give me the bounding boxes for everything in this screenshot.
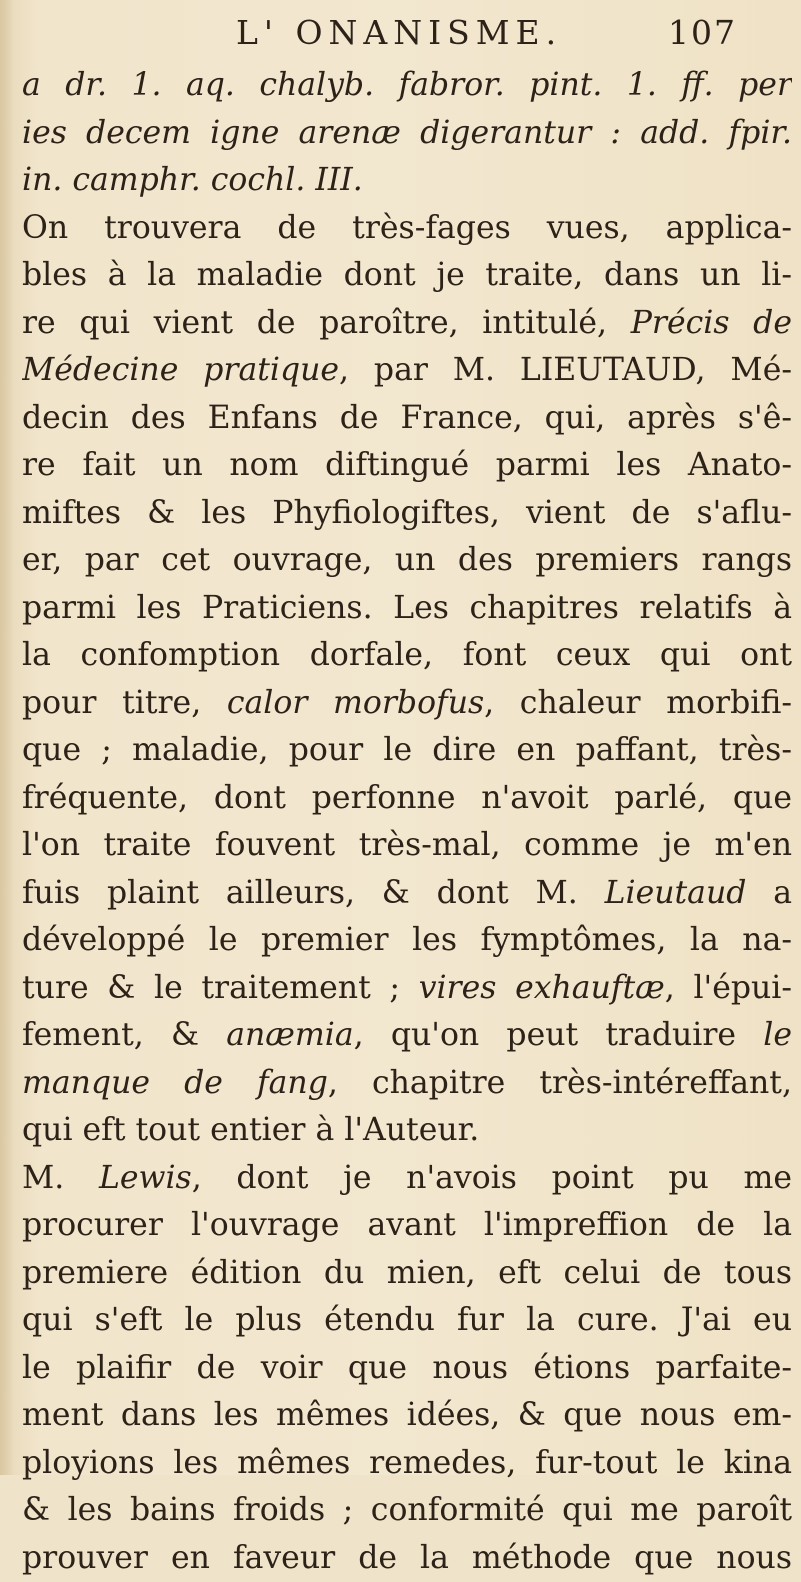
text-segment: a	[746, 875, 792, 911]
text-line	[22, 1202, 792, 1250]
text-line	[22, 442, 792, 490]
text-line	[22, 490, 792, 538]
text-line	[22, 727, 792, 775]
page-header	[0, 8, 801, 58]
text-line	[22, 965, 792, 1013]
italic-segment: calor morbofus	[227, 685, 484, 721]
text-line	[22, 585, 792, 633]
text-segment: premiere édition du mien, eft celui de tous	[22, 1255, 792, 1291]
text-segment: parmi les Praticiens. Les chapitres relatifs à	[22, 590, 792, 626]
text-segment: , dont je n'avois point pu me	[192, 1160, 792, 1196]
italic-segment: vires exhauftæ	[419, 970, 665, 1006]
text-line	[22, 632, 792, 680]
text-line	[22, 347, 792, 395]
text-segment: développé le premier les fymptômes, la na-	[22, 922, 792, 958]
text-line	[22, 1012, 792, 1060]
text-line	[22, 870, 792, 918]
text-segment: & les bains froids ; conformité qui me paroît	[22, 1492, 792, 1528]
text-segment: , l'épui-	[665, 970, 792, 1006]
text-line	[22, 1345, 792, 1393]
text-line	[22, 1297, 792, 1345]
text-segment: , par M. LIEUTAUD, Mé-	[339, 352, 792, 388]
italic-segment: a dr. 1. aq. chalyb. fabror. pint. 1. ff. per	[22, 67, 792, 103]
text-segment: que ; maladie, pour le dire en paffant, très-	[22, 732, 792, 768]
page-number: 107	[668, 8, 737, 58]
text-line	[22, 110, 792, 158]
text-segment: decin des Enfans de France, qui, après s'ê-	[22, 400, 792, 436]
text-line	[22, 822, 792, 870]
text-segment: ment dans les mêmes idées, & que nous em-	[22, 1397, 792, 1433]
text-segment: On trouvera de très-fages vues, applica-	[22, 210, 792, 246]
italic-segment: in. camphr. cochl. III.	[22, 162, 363, 198]
text-segment: ployions les mêmes remedes, fur-tout le kina	[22, 1445, 792, 1481]
text-segment: , chaleur morbifi-	[484, 685, 792, 721]
italic-segment: ies decem igne arenæ digerantur : add. fpir.	[22, 115, 792, 151]
text-segment: miftes & les Phyfiologiftes, vient de s'aflu-	[22, 495, 792, 531]
text-segment: la confomption dorfale, font ceux qui ont	[22, 637, 792, 673]
text-line	[22, 1440, 792, 1488]
text-segment: re qui vient de paroître, intitulé,	[22, 305, 631, 341]
text-segment: , qu'on peut traduire	[354, 1017, 764, 1053]
italic-segment: Lewis	[99, 1160, 192, 1196]
text-segment: M.	[22, 1160, 99, 1196]
text-segment: fuis plaint ailleurs, & dont M.	[22, 875, 605, 911]
text-line	[22, 252, 792, 300]
text-line	[22, 537, 792, 585]
running-title: L' ONANISME.	[236, 8, 562, 58]
text-line	[22, 775, 792, 823]
text-segment: prouver en faveur de la méthode que nous	[22, 1540, 792, 1576]
text-line	[22, 205, 792, 253]
text-segment: l'on traite fouvent très-mal, comme je m'en	[22, 827, 792, 863]
italic-segment: Lieutaud	[605, 875, 747, 911]
italic-segment: manque de fang	[22, 1065, 328, 1101]
text-segment: ture & le traitement ;	[22, 970, 419, 1006]
text-segment: qui eft tout entier à l'Auteur.	[22, 1112, 479, 1148]
text-segment: , chapitre très-intéreffant,	[328, 1065, 792, 1101]
page-gutter-shadow	[0, 0, 14, 1475]
text-line	[22, 62, 792, 110]
text-segment: er, par cet ouvrage, un des premiers rangs	[22, 542, 792, 578]
text-segment: le plaifir de voir que nous étions parfaite-	[22, 1350, 792, 1386]
text-line	[22, 1250, 792, 1298]
text-line	[22, 680, 792, 728]
italic-segment: Médecine pratique	[22, 352, 339, 388]
text-line	[22, 300, 792, 348]
text-segment: re fait un nom diftingué parmi les Anato-	[22, 447, 792, 483]
text-segment: pour titre,	[22, 685, 227, 721]
text-line	[22, 395, 792, 443]
text-segment: fement, &	[22, 1017, 226, 1053]
text-segment: qui s'eft le plus étendu fur la cure. J'ai eu	[22, 1302, 792, 1338]
text-line	[22, 1107, 792, 1155]
text-segment: bles à la maladie dont je traite, dans un li-	[22, 257, 792, 293]
text-segment: procurer l'ouvrage avant l'impreffion de la	[22, 1207, 792, 1243]
italic-segment: anæmia	[226, 1017, 353, 1053]
text-line	[22, 1535, 792, 1582]
italic-segment: Précis de	[631, 305, 792, 341]
text-segment: fréquente, dont perfonne n'avoit parlé, que	[22, 780, 792, 816]
italic-segment: le	[763, 1017, 792, 1053]
text-line	[22, 1392, 792, 1440]
text-line	[22, 1487, 792, 1535]
text-line	[22, 1060, 792, 1108]
body-text	[22, 62, 792, 1582]
text-line	[22, 157, 792, 205]
text-line	[22, 917, 792, 965]
text-line	[22, 1155, 792, 1203]
